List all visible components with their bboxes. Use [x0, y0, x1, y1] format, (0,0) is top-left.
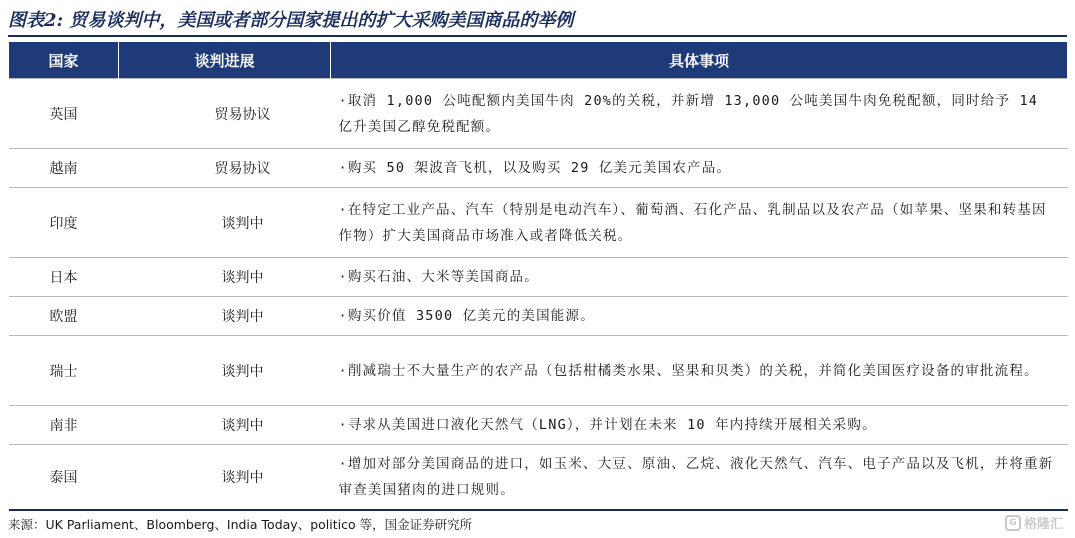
status-cell: 谈判中 [119, 297, 331, 336]
country-cell: 南非 [9, 406, 119, 445]
title-underline [8, 35, 1067, 37]
status-cell: 谈判中 [119, 336, 331, 406]
detail-cell: ·在特定工业产品、汽车（特别是电动汽车）、葡萄酒、石化产品、乳制品以及农产品（如苹果、坚果和转基因作物）扩大美国商品市场准入或者降低关税。 [331, 188, 1068, 258]
status-cell: 谈判中 [119, 406, 331, 445]
table-header-row [9, 42, 1068, 79]
detail-cell: ·购买石油、大米等美国商品。 [331, 258, 1068, 297]
table-row [9, 258, 1068, 297]
status-cell: 谈判中 [119, 258, 331, 297]
country-cell: 泰国 [9, 445, 119, 511]
watermark [1005, 513, 1063, 532]
detail-cell: ·寻求从美国进口液化天然气（LNG），并计划在未来 10 年内持续开展相关采购。 [331, 406, 1068, 445]
detail-cell: ·取消 1,000 公吨配额内美国牛肉 20%的关税，并新增 13,000 公吨美国牛肉免税配额，同时给予 14 亿升美国乙醇免税配额。 [331, 79, 1068, 149]
trade-negotiation-table [8, 42, 1068, 511]
status-cell: 谈判中 [119, 445, 331, 511]
status-cell: 贸易协议 [119, 149, 331, 188]
country-cell: 日本 [9, 258, 119, 297]
watermark-text: 格隆汇 [1023, 517, 1063, 532]
table-row [9, 445, 1068, 511]
status-cell: 谈判中 [119, 188, 331, 258]
detail-cell: ·增加对部分美国商品的进口，如玉米、大豆、原油、乙烷、液化天然气、汽车、电子产品以及飞机，并将重新审查美国猪肉的进口规则。 [331, 445, 1068, 511]
detail-cell: ·削减瑞士不大量生产的农产品（包括柑橘类水果、坚果和贝类）的关税，并简化美国医疗设备的审批流程。 [331, 336, 1068, 406]
country-cell: 印度 [9, 188, 119, 258]
country-cell: 瑞士 [9, 336, 119, 406]
detail-cell: ·购买价值 3500 亿美元的美国能源。 [331, 297, 1068, 336]
detail-cell: ·购买 50 架波音飞机，以及购买 29 亿美元美国农产品。 [331, 149, 1068, 188]
table-row [9, 297, 1068, 336]
country-cell: 越南 [9, 149, 119, 188]
table-row [9, 406, 1068, 445]
header-status: 谈判进展 [119, 42, 331, 79]
gelonghui-logo-icon: G [1005, 515, 1021, 531]
table-row [9, 188, 1068, 258]
figure-title: 图表2: 贸易谈判中，美国或者部分国家提出的扩大采购美国商品的举例 [8, 10, 574, 31]
source-note: 来源：UK Parliament、Bloomberg、India Today、politico 等，国金证券研究所 [8, 517, 473, 532]
status-cell: 贸易协议 [119, 79, 331, 149]
header-country: 国家 [9, 42, 119, 79]
country-cell: 英国 [9, 79, 119, 149]
header-detail: 具体事项 [331, 42, 1068, 79]
table-row [9, 336, 1068, 406]
table-row [9, 149, 1068, 188]
table-row [9, 79, 1068, 149]
country-cell: 欧盟 [9, 297, 119, 336]
